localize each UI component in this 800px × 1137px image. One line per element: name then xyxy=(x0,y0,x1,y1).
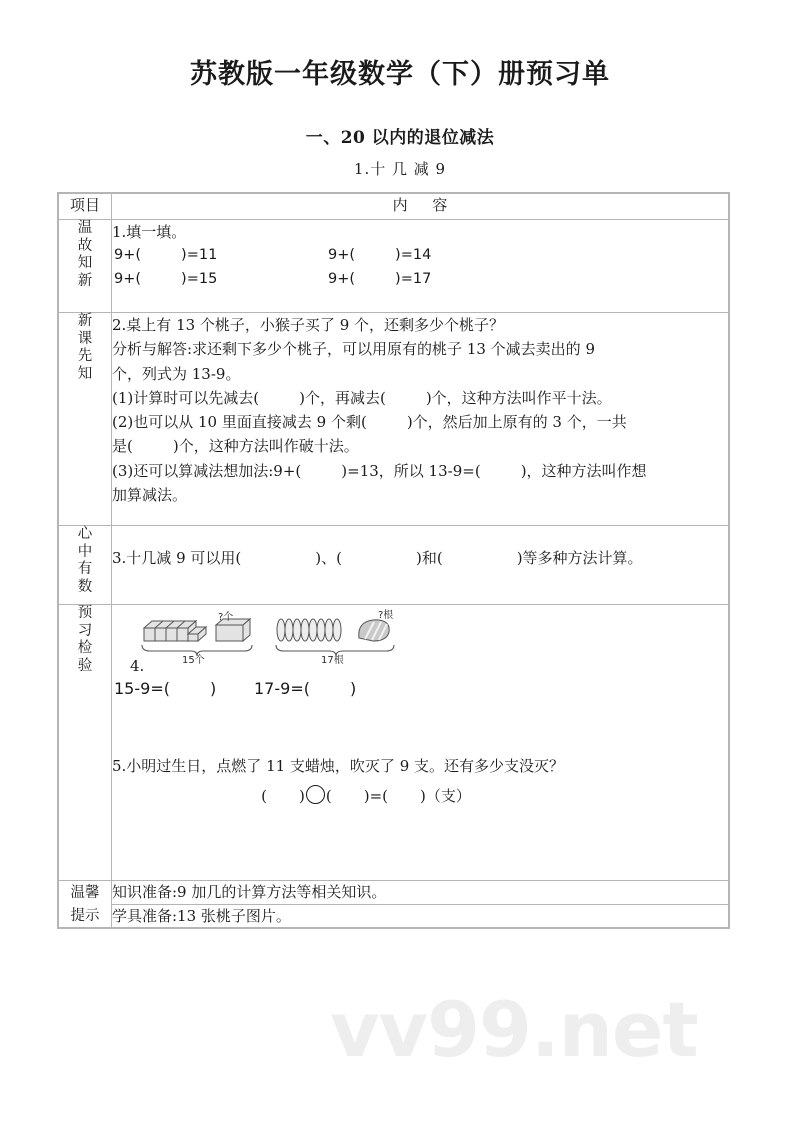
row-label-char: 故 xyxy=(77,237,93,254)
analysis-line-2: 个，列式为 13-9。 xyxy=(112,364,241,383)
equation-item: 9+( )=11 xyxy=(114,247,218,264)
equation-item: 9+( )=17 xyxy=(328,270,432,287)
table-row-tips-1 xyxy=(59,881,729,905)
row-label-char: 预 xyxy=(77,605,93,621)
row-content-understanding xyxy=(112,526,729,605)
watermark: vv99.net xyxy=(330,985,698,1074)
row-label-understanding xyxy=(59,526,112,605)
method-item-1: (1)计算时可以先减去( )个，再减去( )个，这种方法叫作平十法。 xyxy=(112,388,612,407)
row-label-char: 先 xyxy=(77,348,93,365)
method-item-3-cont: 加算减法。 xyxy=(112,486,188,505)
figure-unknown-label: ?个 xyxy=(218,612,234,623)
figure-brace-label: 17根 xyxy=(321,655,344,666)
equation-row xyxy=(112,244,728,267)
table-row-understanding xyxy=(59,526,729,605)
table-row-new-lesson xyxy=(59,313,729,526)
header-cell-content: 内 容 xyxy=(112,194,729,220)
row-label-char: 数 xyxy=(77,579,93,596)
table-header-row xyxy=(59,194,729,220)
table-row-tips-2 xyxy=(59,904,729,928)
equation-item: 9+( )=15 xyxy=(114,270,218,287)
figure-brace-label: 15个 xyxy=(182,655,205,666)
unit-title: 一、20 以内的退位减法 xyxy=(305,128,495,148)
row-content-preview-check xyxy=(112,605,729,881)
row-label-char: 课 xyxy=(77,330,93,347)
method-item-3: (3)还可以算减法想加法:9+( )=13，所以 13-9=( )，这种方法叫作想 xyxy=(112,461,647,480)
question-3-text: 3.十几减 9 可以用( )、( )和( )等多种方法计算。 xyxy=(112,549,643,567)
operator-circle-blank[interactable] xyxy=(306,785,325,804)
table-row-preview-check xyxy=(59,605,729,881)
equation-item: 15-9=( ) xyxy=(114,679,217,698)
row-content-new-lesson xyxy=(112,313,729,526)
row-label-char: 有 xyxy=(77,561,93,578)
row-label-char: 新 xyxy=(77,313,93,329)
lesson-title: 1.十 几 减 9 xyxy=(353,160,447,178)
figure-sticks xyxy=(273,612,399,671)
row-label-char: 中 xyxy=(77,543,93,560)
row-label-char: 验 xyxy=(77,658,93,675)
tips-content-knowledge: 知识准备:9 加几的计算方法等相关知识。 xyxy=(112,881,729,905)
row-label-preview-check xyxy=(59,605,112,881)
question-4-number: 4. xyxy=(130,657,145,675)
row-label-review xyxy=(59,220,112,313)
question-5-text: 5.小明过生日，点燃了 11 支蜡烛，吹灭了 9 支。还有多少支没灭？ xyxy=(112,756,565,775)
method-item-2-cont: 是( )个，这种方法叫作破十法。 xyxy=(112,437,359,456)
row-content-review xyxy=(112,220,729,313)
row-label-char: 心 xyxy=(77,526,93,542)
worksheet-table xyxy=(57,192,730,929)
header-cell-item: 项目 xyxy=(59,194,112,220)
row-label-char: 知 xyxy=(77,255,93,272)
row-label-char: 温 xyxy=(77,220,93,236)
question-4-block xyxy=(112,612,728,702)
tips-content-materials: 学具准备:13 张桃子图片。 xyxy=(112,904,729,928)
tips-label-line-2: 提示 xyxy=(59,904,112,928)
row-label-char: 检 xyxy=(77,640,93,657)
figure-unknown-label: ?根 xyxy=(378,610,394,621)
figure-boxes xyxy=(138,612,256,671)
question-2-text: 2.桌上有 13 个桃子，小猴子买了 9 个，还剩多少个桃子？ xyxy=(112,316,505,334)
equation-row xyxy=(112,268,728,291)
illustration-row xyxy=(130,610,728,675)
question-5-answer-line: ( ) ( )=( )（支） xyxy=(261,787,471,806)
row-label-char: 新 xyxy=(77,273,93,290)
equation-item: 9+( )=14 xyxy=(328,247,432,264)
method-item-2: (2)也可以从 10 里面直接减去 9 个剩( )个，然后加上原有的 3 个，一共 xyxy=(112,413,627,432)
tips-label-line-1: 温馨 xyxy=(59,881,112,905)
question-4-equations xyxy=(112,676,728,702)
page-title: 苏教版一年级数学（下）册预习单 xyxy=(190,59,610,90)
table-row-review xyxy=(59,220,729,313)
row-label-char: 知 xyxy=(77,366,93,383)
question-5-block xyxy=(112,754,728,809)
equation-item: 17-9=( ) xyxy=(254,679,357,698)
analysis-line-1: 分析与解答:求还剩下多少个桃子，可以用原有的桃子 13 个减去卖出的 9 xyxy=(112,340,595,359)
question-1-title: 1.填一填。 xyxy=(112,223,187,241)
row-label-char: 习 xyxy=(77,622,93,639)
row-label-new-lesson xyxy=(59,313,112,526)
